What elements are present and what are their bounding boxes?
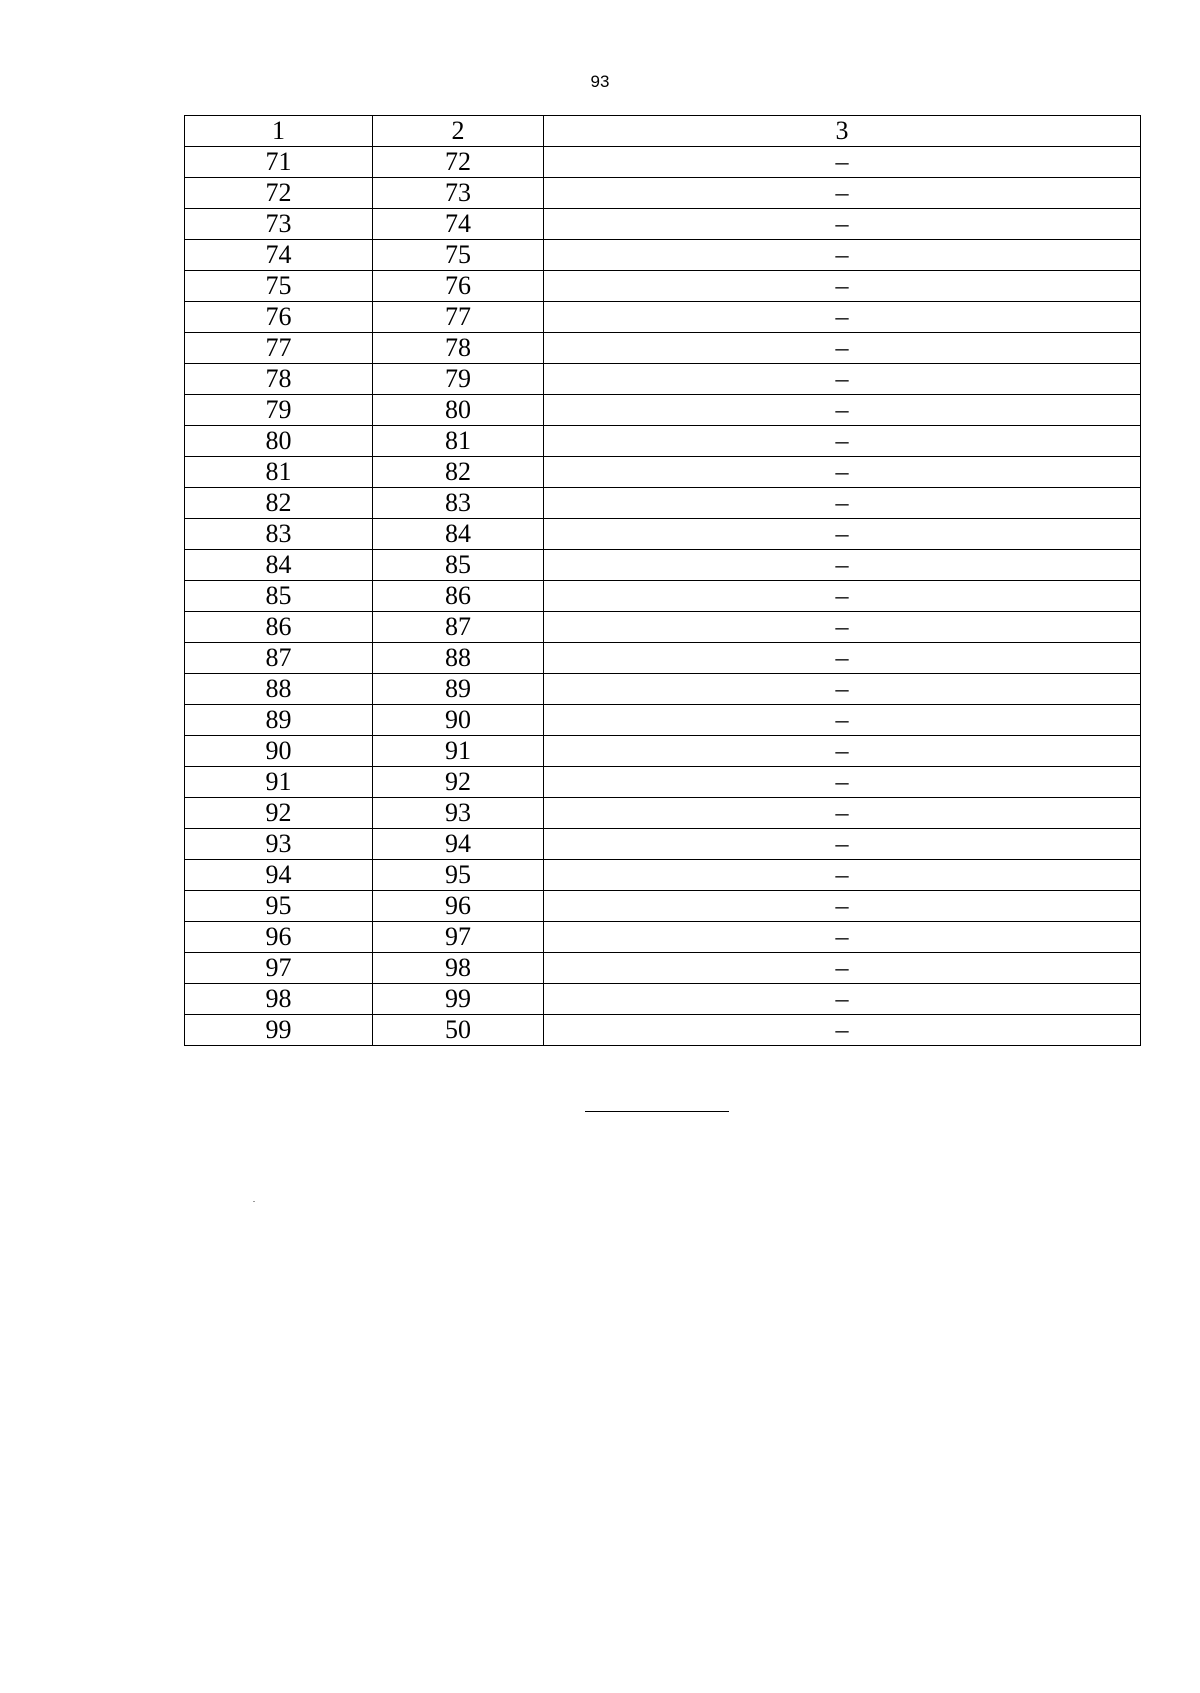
table-cell-col-2: 88 <box>373 643 544 674</box>
table-cell-col-1: 85 <box>185 581 373 612</box>
scan-speck <box>253 1201 255 1202</box>
table-cell-col-2: 82 <box>373 457 544 488</box>
table-body <box>185 116 1141 1046</box>
table-cell-col-1: 75 <box>185 271 373 302</box>
table-cell-col-2: 75 <box>373 240 544 271</box>
table-cell-col-3: – <box>544 240 1141 271</box>
table-cell-col-2: 79 <box>373 364 544 395</box>
table-row <box>185 891 1141 922</box>
table-cell-col-3: – <box>544 643 1141 674</box>
table-cell-col-1: 77 <box>185 333 373 364</box>
table-cell-col-1: 94 <box>185 860 373 891</box>
table-cell-col-3: – <box>544 364 1141 395</box>
table-cell-col-2: 78 <box>373 333 544 364</box>
table-row <box>185 674 1141 705</box>
table-cell-col-1: 81 <box>185 457 373 488</box>
table-row <box>185 984 1141 1015</box>
table-row <box>185 209 1141 240</box>
table-cell-col-3: – <box>544 519 1141 550</box>
table-cell-col-1: 96 <box>185 922 373 953</box>
table-cell-col-3: – <box>544 302 1141 333</box>
table-cell-col-3: – <box>544 612 1141 643</box>
table-row <box>185 798 1141 829</box>
table-cell-col-2: 94 <box>373 829 544 860</box>
number-mapping-table <box>184 115 1141 1046</box>
table-cell-col-3: – <box>544 457 1141 488</box>
table-cell-col-3: – <box>544 798 1141 829</box>
table-row <box>185 736 1141 767</box>
column-header-3: 3 <box>544 116 1141 147</box>
table-row <box>185 550 1141 581</box>
table-cell-col-2: 76 <box>373 271 544 302</box>
table-cell-col-3: – <box>544 891 1141 922</box>
table-cell-col-1: 92 <box>185 798 373 829</box>
table-cell-col-3: – <box>544 953 1141 984</box>
table-row <box>185 829 1141 860</box>
table-row <box>185 364 1141 395</box>
table-cell-col-2: 77 <box>373 302 544 333</box>
table-cell-col-2: 73 <box>373 178 544 209</box>
table-cell-col-1: 80 <box>185 426 373 457</box>
table-cell-col-2: 91 <box>373 736 544 767</box>
table-row <box>185 519 1141 550</box>
table-cell-col-2: 81 <box>373 426 544 457</box>
table-cell-col-2: 93 <box>373 798 544 829</box>
table-cell-col-2: 96 <box>373 891 544 922</box>
table-cell-col-2: 89 <box>373 674 544 705</box>
table-cell-col-1: 95 <box>185 891 373 922</box>
table-cell-col-2: 72 <box>373 147 544 178</box>
table-cell-col-2: 98 <box>373 953 544 984</box>
column-header-1: 1 <box>185 116 373 147</box>
table-cell-col-2: 97 <box>373 922 544 953</box>
column-header-2: 2 <box>373 116 544 147</box>
table-cell-col-1: 93 <box>185 829 373 860</box>
table-cell-col-2: 85 <box>373 550 544 581</box>
table-cell-col-2: 87 <box>373 612 544 643</box>
table-cell-col-1: 79 <box>185 395 373 426</box>
table-cell-col-3: – <box>544 984 1141 1015</box>
table-row <box>185 767 1141 798</box>
table-cell-col-2: 84 <box>373 519 544 550</box>
table-row <box>185 488 1141 519</box>
table-cell-col-3: – <box>544 581 1141 612</box>
table-cell-col-2: 90 <box>373 705 544 736</box>
table-cell-col-2: 95 <box>373 860 544 891</box>
table-cell-col-3: – <box>544 488 1141 519</box>
table-cell-col-3: – <box>544 736 1141 767</box>
table-cell-col-1: 91 <box>185 767 373 798</box>
table-cell-col-3: – <box>544 178 1141 209</box>
table-cell-col-3: – <box>544 426 1141 457</box>
table-cell-col-2: 99 <box>373 984 544 1015</box>
table-cell-col-1: 73 <box>185 209 373 240</box>
table-row <box>185 271 1141 302</box>
table-row <box>185 643 1141 674</box>
table-header-row <box>185 116 1141 147</box>
table-cell-col-3: – <box>544 922 1141 953</box>
table-cell-col-1: 84 <box>185 550 373 581</box>
table-row <box>185 922 1141 953</box>
table-row <box>185 333 1141 364</box>
table-cell-col-1: 76 <box>185 302 373 333</box>
table-cell-col-1: 83 <box>185 519 373 550</box>
table-row <box>185 705 1141 736</box>
table-cell-col-3: – <box>544 674 1141 705</box>
table-cell-col-1: 98 <box>185 984 373 1015</box>
table-row <box>185 426 1141 457</box>
table-cell-col-1: 74 <box>185 240 373 271</box>
table-cell-col-3: – <box>544 271 1141 302</box>
table-cell-col-1: 78 <box>185 364 373 395</box>
table-cell-col-3: – <box>544 147 1141 178</box>
table-cell-col-3: – <box>544 705 1141 736</box>
table-cell-col-1: 89 <box>185 705 373 736</box>
table-cell-col-1: 90 <box>185 736 373 767</box>
table-row <box>185 953 1141 984</box>
table-cell-col-1: 86 <box>185 612 373 643</box>
table-row <box>185 178 1141 209</box>
table-cell-col-3: – <box>544 767 1141 798</box>
end-of-table-rule <box>585 1111 729 1112</box>
table-cell-col-1: 88 <box>185 674 373 705</box>
table-cell-col-2: 74 <box>373 209 544 240</box>
table-cell-col-2: 83 <box>373 488 544 519</box>
table-cell-col-3: – <box>544 395 1141 426</box>
table-cell-col-1: 97 <box>185 953 373 984</box>
table-cell-col-3: – <box>544 550 1141 581</box>
table-cell-col-3: – <box>544 333 1141 364</box>
table-cell-col-1: 87 <box>185 643 373 674</box>
table-cell-col-1: 72 <box>185 178 373 209</box>
table-row <box>185 302 1141 333</box>
table-cell-col-1: 71 <box>185 147 373 178</box>
table-row <box>185 147 1141 178</box>
table-row <box>185 457 1141 488</box>
table-cell-col-2: 86 <box>373 581 544 612</box>
page-number: 93 <box>590 72 610 91</box>
table-cell-col-2: 80 <box>373 395 544 426</box>
table-cell-col-3: – <box>544 860 1141 891</box>
table-cell-col-2: 50 <box>373 1015 544 1046</box>
table-row <box>185 612 1141 643</box>
table-row <box>185 1015 1141 1046</box>
table-cell-col-3: – <box>544 1015 1141 1046</box>
table-cell-col-1: 82 <box>185 488 373 519</box>
table-row <box>185 581 1141 612</box>
table-cell-col-3: – <box>544 829 1141 860</box>
table-cell-col-3: – <box>544 209 1141 240</box>
table-row <box>185 240 1141 271</box>
table-cell-col-2: 92 <box>373 767 544 798</box>
table-row <box>185 395 1141 426</box>
table-cell-col-1: 99 <box>185 1015 373 1046</box>
table-row <box>185 860 1141 891</box>
